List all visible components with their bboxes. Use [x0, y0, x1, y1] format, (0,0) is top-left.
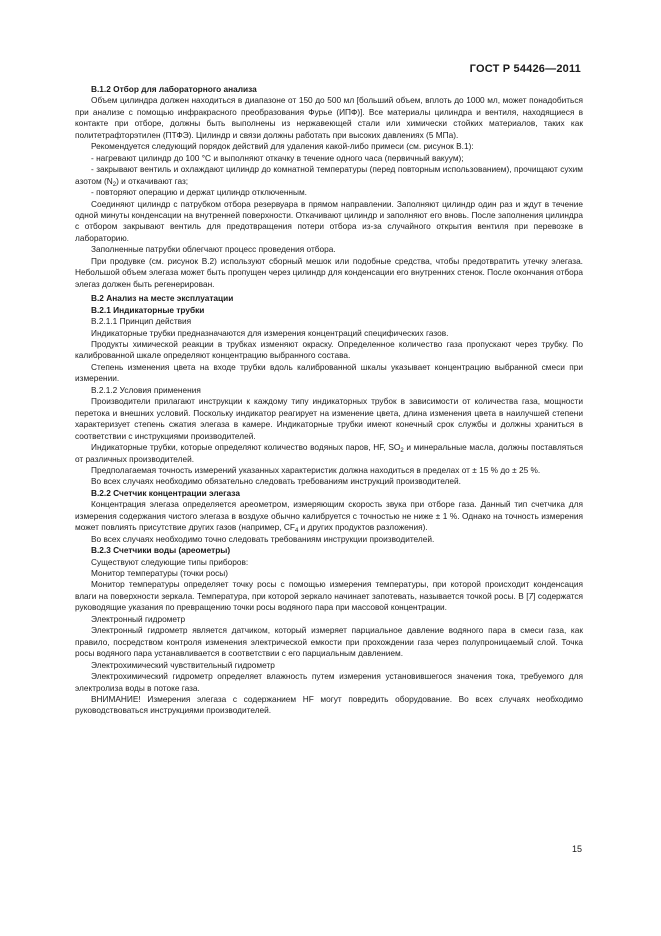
instrument-type-title: Электронный гидрометр	[91, 613, 186, 624]
paragraph: Монитор температуры определяет точку росы с помощью измерения температуры, при которой происходит конденсация влаги на поверхности зеркала. Температура, при которой зеркало начинает запотевать, называется точкой росы. В [7] содержатся руководящие указания по превращению точки росы водяного пара при массовой концентрации.	[75, 579, 584, 613]
section-heading-b12: В.1.2 Отбор для лабораторного анализа	[91, 84, 257, 94]
warning-paragraph: ВНИМАНИЕ! Измерения элегаза с содержанием HF могут повредить оборудование. Во всех случаях необходимо руководствоваться инструкциями производителей.	[75, 694, 583, 716]
paragraph: При продувке (см. рисунок В.2) используют сборный мешок или подобные средства, чтобы предотвратить утечку элегаза. Небольшой объем элегаза может быть пропущен через цилиндр для конденсации его внутренних стенок. После окончания отбора элегаз должен быть регенерирован.	[75, 255, 583, 289]
section-heading-b23: В.2.3 Счетчики воды (ареометры)	[91, 545, 231, 556]
instrument-type-title: Монитор температуры (точки росы)	[91, 568, 228, 579]
subsection-heading: В.2.1.2 Условия применения	[91, 384, 201, 395]
paragraph: Концентрация элегаза определяется ареометром, измеряющим скорость звука при отборе газа. Данный тип счетчика для измерения содержания чистого элегаза в воздухе обычно калибруется с точностью не ниже ± 1 %. Однако на точность измерения может повлиять присутствие других газов (например, $CF_4$ и других продуктов разложения).	[75, 499, 583, 535]
document-body	[75, 84, 583, 717]
paragraph: Электронный гидрометр является датчиком, который измеряет парциальное давление водяного пара в смеси газа, как правило, посредством контроля изменения электрической емкости при прохождении газа через полупроницаемый слой. Точка росы водяного пара устанавливается в соответствии с его парциальным давлением.	[75, 625, 583, 659]
paragraph: Степень изменения цвета на входе трубки вдоль калиброванной шкалы указывает концентрацию выбранной смеси при измерении.	[75, 361, 583, 384]
standard-designation: ГОСТ Р 54426—2011	[469, 63, 581, 75]
instrument-type-title: Электрохимический чувствительный гидрометр	[91, 659, 275, 670]
section-heading-b21: В.2.1 Индикаторные трубки	[91, 304, 205, 315]
reference-link: 7	[528, 590, 534, 601]
paragraph: Существуют следующие типы приборов:	[91, 556, 249, 567]
paragraph: Во всех случаях необходимо обязательно следовать требованиям инструкций производителей.	[91, 476, 461, 487]
section-heading-b2: В.2 Анализ на месте эксплуатации	[91, 293, 234, 304]
paragraph: Индикаторные трубки предназначаются для измерения концентраций специфических газов.	[91, 327, 449, 338]
section-heading-b22: В.2.2 Счетчик концентрации элегаза	[91, 487, 240, 498]
list-item: - закрывают вентиль и охлаждают цилиндр до комнатной температуры (перед повторным использованием), прочищают сухим азотом $(N_2)$ и откачивают газ;	[75, 164, 583, 188]
page-number: 15	[571, 844, 582, 854]
list-item: - повторяют операцию и держат цилиндр отключенным.	[91, 187, 307, 198]
paragraph: Объем цилиндра должен находиться в диапазоне от 150 до 500 мл [больший объем, вплоть до 1000 мл, может понадобиться при анализе с помощью инфракрасного преобразования Фурье (ИПФ)]. Все материалы цилиндра и вентиля, находящиеся в контакте при отборе, должны быть выполнены из нержавеющей стали или химически стойких материалов, таких как политетрафторэтилен (ПТФЭ). Цилиндр и связи должны работать при высоких давлениях (5 МПа).	[75, 95, 583, 140]
paragraph: Заполненные патрубки облегчают процесс проведения отбора.	[91, 244, 336, 255]
paragraph: Соединяют цилиндр с патрубком отбора резервуара в прямом направлении. Заполняют цилиндр один раз и ждут в течение одной минуты конденсации на внутренней поверхности. Откачивают цилиндр и заполняют его вновь. После заполнения цилиндра с отбором закрывают вентиль для предотвращения потери отбора из-за случайного открытия вентиля при перевозке в лабораторию.	[75, 198, 583, 243]
paragraph: Электрохимический гидрометр определяет влажность путем измерения установившегося значения тока, требуемого для электролиза воды в потоке газа.	[75, 671, 583, 693]
paragraph: Во всех случаях необходимо точно следовать требованиям инструкции производителей.	[91, 533, 435, 544]
paragraph: Рекомендуется следующий порядок действий для удаления какой-либо примеси (см. рисунок В.1):	[91, 141, 474, 152]
list-item: - нагревают цилиндр до 100 °С и выполняют откачку в течение одного часа (первичный вакуум);	[91, 152, 464, 163]
paragraph: Предполагаемая точность измерений указанных характеристик должна находиться в пределах от ± 15 % до ± 25 %.	[91, 464, 541, 475]
paragraph: Производители прилагают инструкции к каждому типу индикаторных трубок в зависимости от количества газа, мощности перетока и внешних условий. Поскольку индикатор реагирует на изменение цвета, длина изменения цвета в наилучшей степени характеризует степень сжатия элегаза в камере. Индикаторные трубки имеют конечный срок службы и должны храниться в соответствии с инструкциями производителей.	[75, 396, 583, 441]
paragraph: Продукты химической реакции в трубках изменяют окраску. Определенное количество газа пропускают через трубку. По калиброванной шкале определяют концентрацию выбранного состава.	[75, 338, 583, 361]
paragraph: Индикаторные трубки, которые определяют количество водяных паров, HF, $SO_2$ и минеральные масла, должны поставляться от различных производителей.	[75, 442, 583, 464]
subsection-heading: В.2.1.1 Принцип действия	[91, 316, 192, 327]
